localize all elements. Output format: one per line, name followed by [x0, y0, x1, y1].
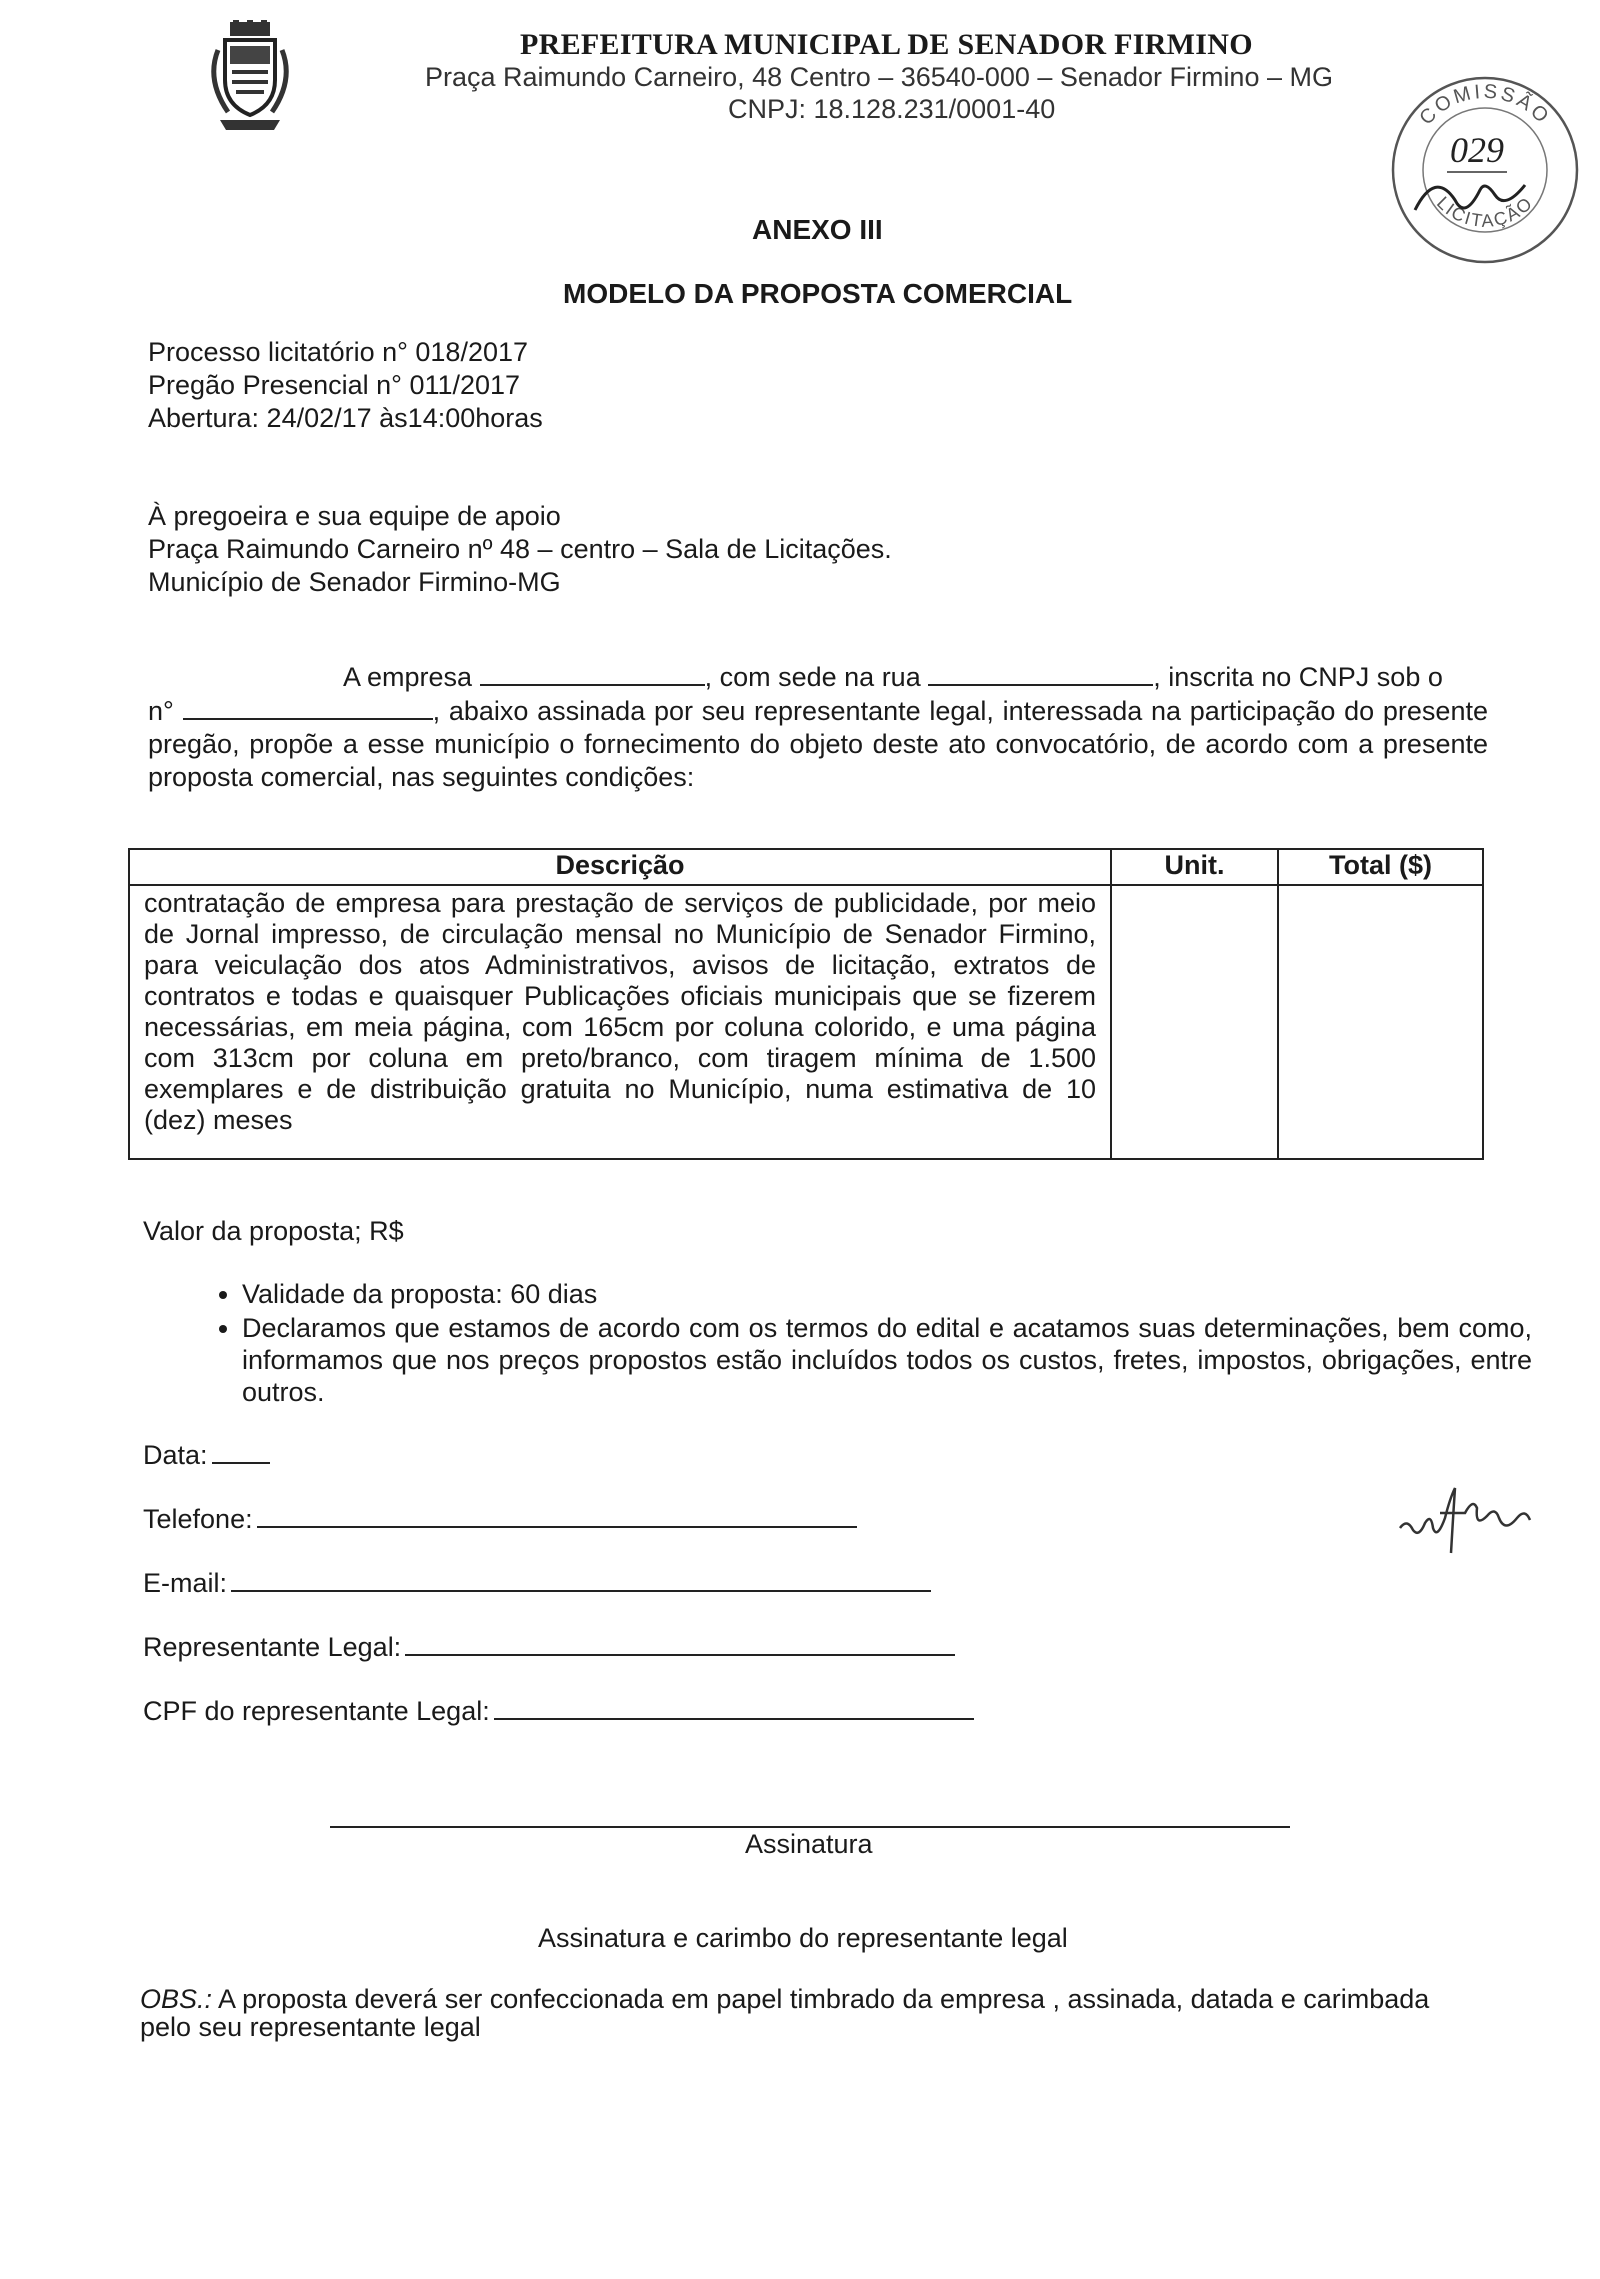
municipal-coat-of-arms-icon — [200, 20, 300, 135]
email-label: E-mail: — [143, 1568, 228, 1598]
model-title: MODELO DA PROPOSTA COMERCIAL — [563, 278, 1073, 309]
intro-body-text: , abaixo assinada por seu representante legal, interessada na participação do presente pregão, propõe a esse município o fornecimento do objeto deste ato convocatório, de acordo com a presente proposta comercial, nas seguintes condições: — [148, 696, 1488, 792]
column-header-description: Descrição — [129, 849, 1111, 885]
proposal-value-label: Valor da proposta; R$ — [143, 1216, 404, 1246]
intro-number-label: n° — [148, 696, 174, 726]
observation-label: OBS.: — [140, 1984, 213, 2014]
column-header-total: Total ($) — [1278, 849, 1483, 885]
company-name-blank — [480, 660, 705, 686]
cpf-line[interactable] — [494, 1696, 974, 1720]
addressee-address: Praça Raimundo Carneiro nº 48 – centro – Sala de Licitações. — [148, 534, 892, 564]
phone-field[interactable] — [143, 1504, 857, 1535]
intro-cnpj-label: , inscrita no CNPJ sob o — [1153, 662, 1443, 692]
org-cnpj: CNPJ: 18.128.231/0001-40 — [728, 94, 1056, 124]
unit-price-cell[interactable] — [1111, 885, 1278, 1159]
phone-line[interactable] — [257, 1504, 857, 1528]
column-header-unit: Unit. — [1111, 849, 1278, 885]
stamp-label-bottom: LICITAÇÃO — [1432, 192, 1538, 232]
auction-number: Pregão Presencial n° 011/2017 — [148, 370, 521, 400]
representative-field[interactable] — [143, 1632, 955, 1663]
list-item: • Validade da proposta: 60 dias — [242, 1278, 1532, 1310]
cnpj-blank — [183, 694, 433, 720]
observation-text: A proposta deverá ser confeccionada em papel timbrado da empresa , assinada, datada e carimbada pelo seu representante legal — [140, 1984, 1430, 2042]
org-name: PREFEITURA MUNICIPAL DE SENADOR FIRMINO — [520, 28, 1253, 61]
item-description: contratação de empresa para prestação de serviços de publicidade, por meio de Jornal impresso, de circulação mensal no Município de Senador Firmino, para veiculação dos atos Administrativos, avisos de licitação, extratos de contratos e todas e quaisquer Publicações oficiais municipais que se fizerem necessárias, em meia página, com 165cm por coluna colorido, e uma página com 313cm por coluna em preto/branco, com tiragem mínima de 1.500 exemplares e de distribuição gratuita no Município, numa estimativa de 10 (dez) meses — [129, 885, 1111, 1159]
cpf-field[interactable] — [143, 1696, 974, 1727]
street-blank — [928, 660, 1153, 686]
representative-line[interactable] — [405, 1632, 955, 1656]
phone-label: Telefone: — [143, 1504, 253, 1534]
email-line[interactable] — [231, 1568, 931, 1592]
cpf-label: CPF do representante Legal: — [143, 1696, 490, 1726]
proposal-table — [128, 848, 1484, 1160]
opening-date: Abertura: 24/02/17 às14:00horas — [148, 403, 543, 433]
observation-note — [140, 1985, 1485, 2041]
date-line[interactable] — [212, 1440, 270, 1464]
total-price-cell[interactable] — [1278, 885, 1483, 1159]
signature-stamp-label: Assinatura e carimbo do representante legal — [538, 1923, 1068, 1953]
svg-text:COMISSÃO — [1415, 81, 1554, 130]
process-number: Processo licitatório n° 018/2017 — [148, 337, 529, 367]
handwritten-initials-icon — [1395, 1478, 1535, 1558]
org-address: Praça Raimundo Carneiro, 48 Centro – 36540-000 – Senador Firmino – MG — [425, 62, 1333, 92]
addressee-line: À pregoeira e sua equipe de apoio — [148, 501, 561, 531]
date-label: Data: — [143, 1440, 208, 1470]
signature-label: Assinatura — [745, 1829, 873, 1859]
stamp-page-number: 029 — [1450, 130, 1504, 170]
annex-title: ANEXO III — [752, 214, 883, 245]
email-field[interactable] — [143, 1568, 931, 1599]
list-item: • Declaramos que estamos de acordo com os termos do edital e acatamos suas determinações, bem como, informamos que nos preços propostos estão incluídos todos os custos, fretes, impostos, obrigações, entre outros. — [242, 1312, 1532, 1408]
stamp-label-top: COMISSÃO — [1415, 80, 1555, 130]
table-row — [129, 885, 1483, 1159]
intro-street-label: , com sede na rua — [704, 662, 921, 692]
representative-label: Representante Legal: — [143, 1632, 402, 1662]
intro-paragraph — [148, 660, 1488, 794]
intro-company-label: A empresa — [343, 662, 473, 692]
svg-text:LICITAÇÃO — [1433, 192, 1537, 231]
addressee-municipality: Município de Senador Firmino-MG — [148, 567, 561, 597]
table-header-row — [129, 849, 1483, 885]
declarations-list — [190, 1278, 1532, 1410]
commission-stamp-icon — [1385, 70, 1585, 270]
date-field[interactable] — [143, 1440, 270, 1471]
